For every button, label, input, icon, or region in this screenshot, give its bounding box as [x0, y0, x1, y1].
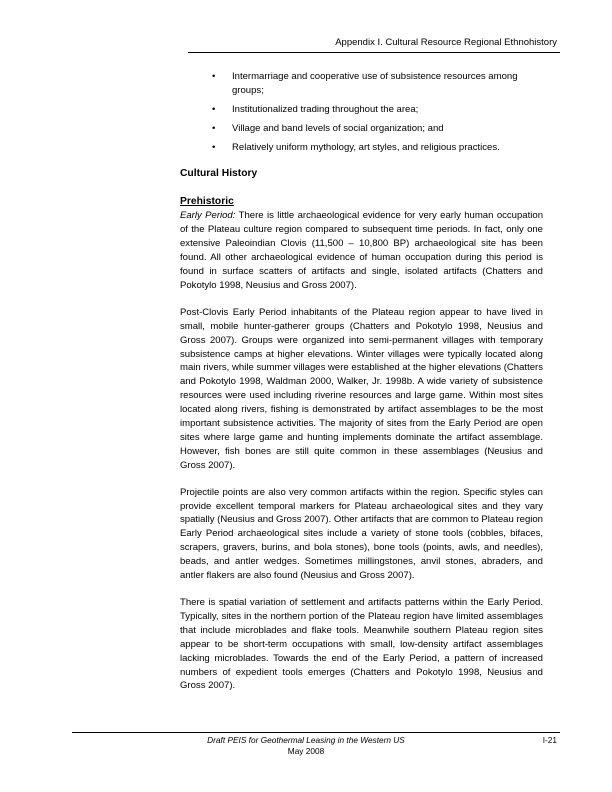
page-number: I-21 — [542, 735, 557, 745]
subsection-heading: Prehistoric — [180, 196, 234, 208]
paragraph-post-clovis: Post-Clovis Early Period inhabitants of the Plateau region appear to have lived in small, mobile hunter-gatherer groups (Chatters and Pokotylo 1998, Neusius and Gross 2007). Groups were organized into semi-permanent villages with temporary subsistence camps at higher elevations. Winter villages were typically located along main rivers, while summer villages were established at the higher elevations (Chatters and Pokotylo 1998, Waldman 2000, Walker, Jr. 1998b. A wide variety of subsistence resources were used including riverine resources and large game. Within most sites located along rivers, fishing is demonstrated by artifact assemblages to be the most important subsistence activities. The majority of sites from the Early Period are open sites where large game and hunting implements dominate the artifact assemblage. However, fish bones are still quite common in these assemblages (Neusius and Gross 2007). — [180, 306, 543, 471]
bullet-icon: • — [212, 71, 216, 82]
paragraph-lead: Early Period: — [180, 210, 236, 222]
bullet-list — [180, 70, 543, 155]
list-item-text: Intermarriage and cooperative use of subsistence resources among groups; — [232, 71, 518, 96]
list-item-text: Relatively uniform mythology, art styles, and religious practices. — [232, 141, 500, 153]
running-header: Appendix I. Cultural Resource Regional Ethnohistory — [335, 37, 557, 48]
list-item — [180, 70, 543, 98]
header-divider — [188, 52, 560, 53]
footer-divider — [72, 732, 560, 733]
paragraph-body: There is little archaeological evidence for very early human occupation of the Plateau culture region compared to subsequent time periods. In fact, only one extensive Paleoindian Clovis (11,500 – 10,800 BP) archaeological site has been found. All other archaeological evidence of human occupation during this period is found in surface scatters of artifacts and single, isolated artifacts (Chatters and Pokotylo 1998, Neusius and Gross 2007). — [180, 210, 544, 291]
bullet-icon: • — [212, 141, 216, 153]
bullet-icon: • — [212, 122, 216, 134]
list-item — [180, 122, 543, 136]
footer-date: May 2008 — [287, 746, 325, 756]
list-item — [180, 103, 543, 117]
section-heading: Cultural History — [180, 167, 258, 179]
list-item-text: Institutionalized trading throughout the area; — [232, 103, 419, 115]
main-content — [180, 70, 543, 706]
footer-title: Draft PEIS for Geothermal Leasing in the Western US — [207, 735, 405, 745]
list-item-text: Village and band levels of social organization; and — [232, 122, 444, 134]
bullet-icon: • — [212, 103, 216, 115]
paragraph-early-period — [180, 209, 543, 292]
paragraph-projectile-points: Projectile points are also very common artifacts within the region. Specific styles can provide excellent temporal markers for Plateau archaeological sites and they vary spatially (Neusius and Gross 2007). Other artifacts that are common to Plateau region Early Period archaeological sites include a variety of stone tools (cobbles, bifaces, scrapers, gravers, burins, and bola stones), bone tools (points, awls, and needles), beads, and antler wedges. Sometimes millingstones, anvil stones, abraders, and antler flakers are also found (Neusius and Gross 2007). — [180, 486, 543, 582]
paragraph-spatial-variation: There is spatial variation of settlement and artifacts patterns within the Early Period. Typically, sites in the northern portion of the Plateau region have limited assemblages that include microblades and flake tools. Meanwhile southern Plateau region sites appear to be short-term occupations with small, low-density artifact assemblages lacking microblades. Towards the end of the Early Period, a pattern of increased numbers of expedient tools emerges (Chatters and Pokotylo 1998, Neusius and Gross 2007). — [180, 597, 543, 692]
list-item — [180, 141, 543, 155]
